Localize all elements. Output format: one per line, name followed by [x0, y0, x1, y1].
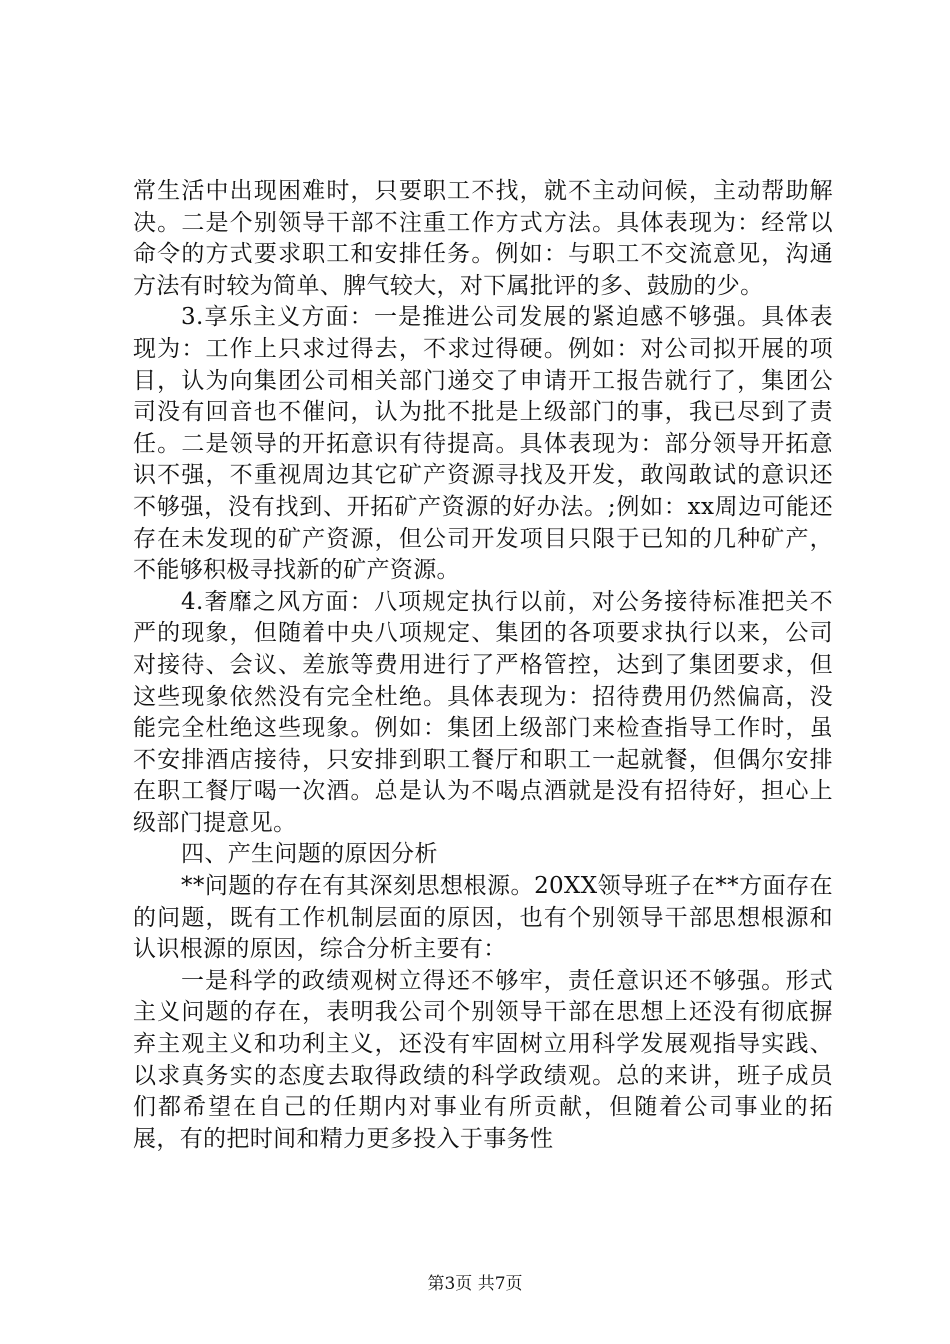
paragraph-performance-view: 一是科学的政绩观树立得还不够牢，责任意识还不够强。形式主义问题的存在，表明我公司个别领导干部在思想上还没有彻底摒弃主观主义和功利主义，还没有牢固树立用科学发展观指导实践、以求真务实的态度去取得政绩的科学政绩观。总的来讲，班子成员们都希望在自己的任期内对事业有所贡献，但随着公司事业的拓展，有的把时间和精力更多投入于事务性 [133, 967, 833, 1152]
paragraph-continuation: 常生活中出现困难时，只要职工不找，就不主动问候，主动帮助解决。二是个别领导干部不注重工作方式方法。具体表现为：经常以命令的方式要求职工和安排任务。例如：与职工不交流意见，沟通方法有时较为简单、脾气较大，对下属批评的多、鼓励的少。 [133, 178, 833, 299]
document-body [133, 176, 833, 1155]
page-number-footer: 第3页 共7页 [427, 1274, 523, 1294]
paragraph-root-causes-intro: **问题的存在有其深刻思想根源。20XX领导班子在**方面存在的问题，既有工作机制层面的原因，也有个别领导干部思想根源和认识根源的原因，综合分析主要有： [133, 873, 833, 963]
paragraph-hedonism: 3.享乐主义方面：一是推进公司发展的紧迫感不够强。具体表现为：工作上只求过得去，不求过得硬。例如：对公司拟开展的项目，认为向集团公司相关部门递交了申请开工报告就行了，集团公司没有回音也不催问，认为批不批是上级部门的事，我已尽到了责任。二是领导的开拓意识有待提高。具体表现为：部分领导开拓意识不强，不重视周边其它矿产资源寻找及开发，敢闯敢试的意识还不够强，没有找到、开拓矿产资源的好办法。;例如：xx周边可能还存在未发现的矿产资源，但公司开发项目只限于已知的几种矿产，不能够积极寻找新的矿产资源。 [133, 304, 833, 584]
paragraph-extravagance: 4.奢靡之风方面：八项规定执行以前，对公务接待标准把关不严的现象，但随着中央八项规定、集团的各项要求执行以来，公司对接待、会议、差旅等费用进行了严格管控，达到了集团要求，但这些现象依然没有完全杜绝。具体表现为：招待费用仍然偏高，没能完全杜绝这些现象。例如：集团上级部门来检查指导工作时，虽不安排酒店接待，只安排到职工餐厅和职工一起就餐，但偶尔安排在职工餐厅喝一次酒。总是认为不喝点酒就是没有招待好，担心上级部门提意见。 [133, 588, 833, 836]
section-heading-cause-analysis: 四、产生问题的原因分析 [181, 841, 438, 868]
